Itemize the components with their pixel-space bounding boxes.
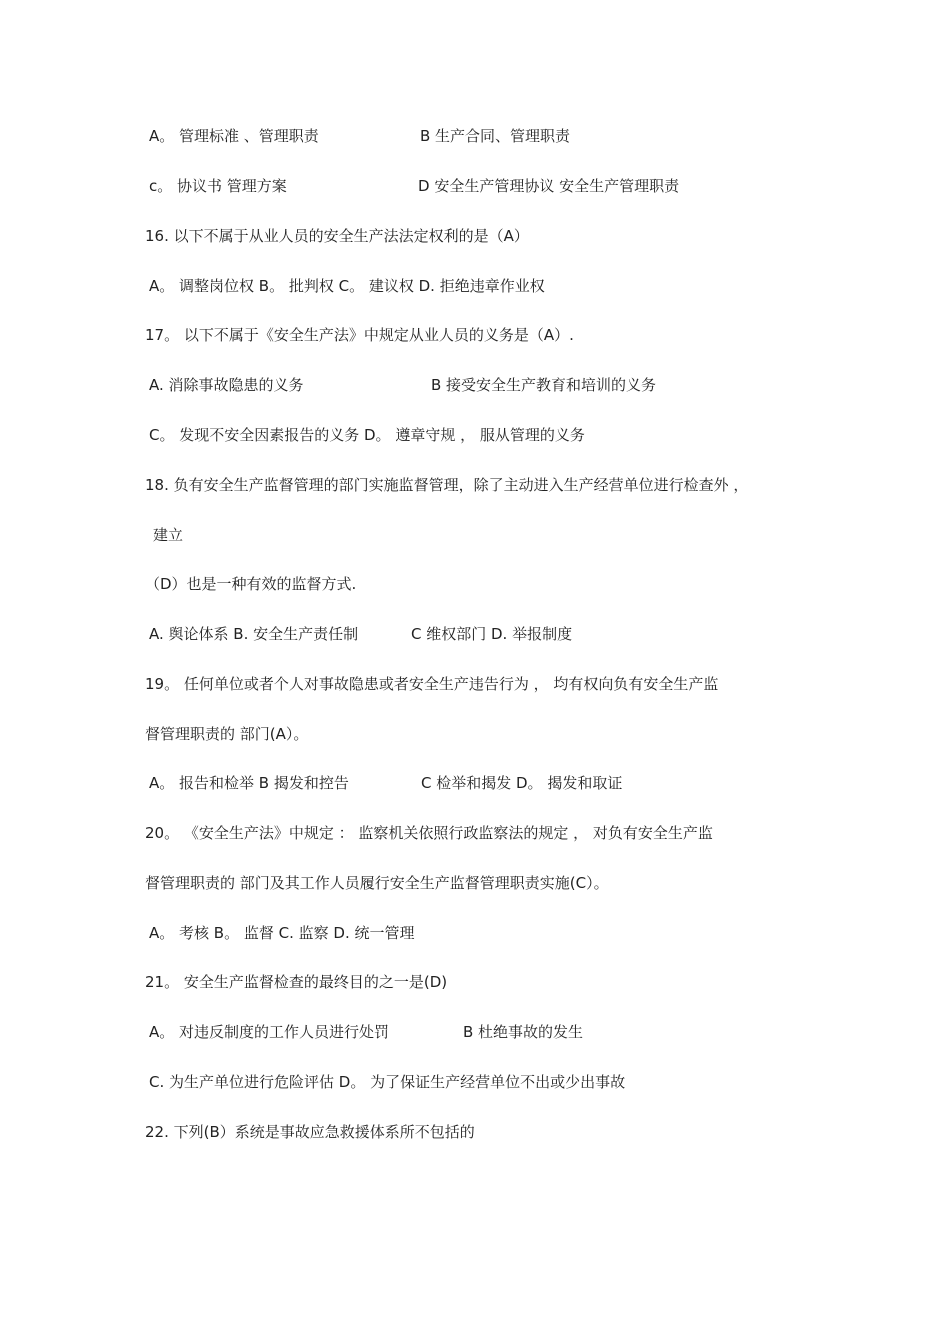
option-text: A。 考核 B。 监督 C. 监察 D. 统一管理 [149, 924, 415, 942]
continuation-text: 建立 [153, 526, 184, 544]
continuation-text: （D）也是一种有效的监督方式. [145, 575, 357, 593]
option-text: A. 消除事故隐患的义务 [149, 376, 304, 394]
option-text: c。 协议书 管理方案 [149, 177, 287, 195]
question-19: 19。 任何单位或者个人对事故隐患或者安全生产违告行为 ， 均有权向负有安全生产监 [145, 675, 719, 693]
continuation-text: 督管理职责的 部门(A）。 [145, 725, 309, 743]
option-text: A。 管理标准 、管理职责 [149, 127, 319, 145]
option-text: B 接受安全生产教育和培训的义务 [431, 376, 657, 394]
continuation-text: 督管理职责的 部门及其工作人员履行安全生产监督管理职责实施(C）。 [145, 874, 609, 892]
option-text: A。 对违反制度的工作人员进行处罚 [149, 1023, 390, 1041]
option-text: B 杜绝事故的发生 [463, 1023, 584, 1041]
option-text: C 维权部门 D. 举报制度 [411, 625, 573, 643]
option-text: B 生产合同、管理职责 [420, 127, 571, 145]
question-18: 18. 负有安全生产监督管理的部门实施监督管理，除了主动进入生产经营单位进行检查外 ， [145, 476, 749, 494]
option-text: C. 为生产单位进行危险评估 D。 为了保证生产经营单位不出或少出事故 [149, 1073, 626, 1091]
question-22: 22. 下列(B）系统是事故应急救援体系所不包括的 [145, 1123, 475, 1141]
option-text: A. 舆论体系 B. 安全生产责任制 [149, 625, 359, 643]
question-16: 16. 以下不属于从业人员的安全生产法法定权利的是（A） [145, 227, 529, 245]
option-text: A。 报告和检举 B 揭发和控告 [149, 774, 349, 792]
option-text: A。 调整岗位权 B。 批判权 C。 建议权 D. 拒绝违章作业权 [149, 277, 545, 295]
option-text: D 安全生产管理协议 安全生产管理职责 [418, 177, 680, 195]
question-21: 21。 安全生产监督检查的最终目的之一是(D) [145, 973, 448, 991]
option-text: C 检举和揭发 D。 揭发和取证 [421, 774, 623, 792]
option-text: C。 发现不安全因素报告的义务 D。 遵章守规 ， 服从管理的义务 [149, 426, 585, 444]
question-20: 20。 《安全生产法》中规定 ： 监察机关依照行政监察法的规定 ， 对负有安全生产监 [145, 824, 713, 842]
question-17: 17。 以下不属于《安全生产法》中规定从业人员的义务是（A）. [145, 326, 574, 344]
